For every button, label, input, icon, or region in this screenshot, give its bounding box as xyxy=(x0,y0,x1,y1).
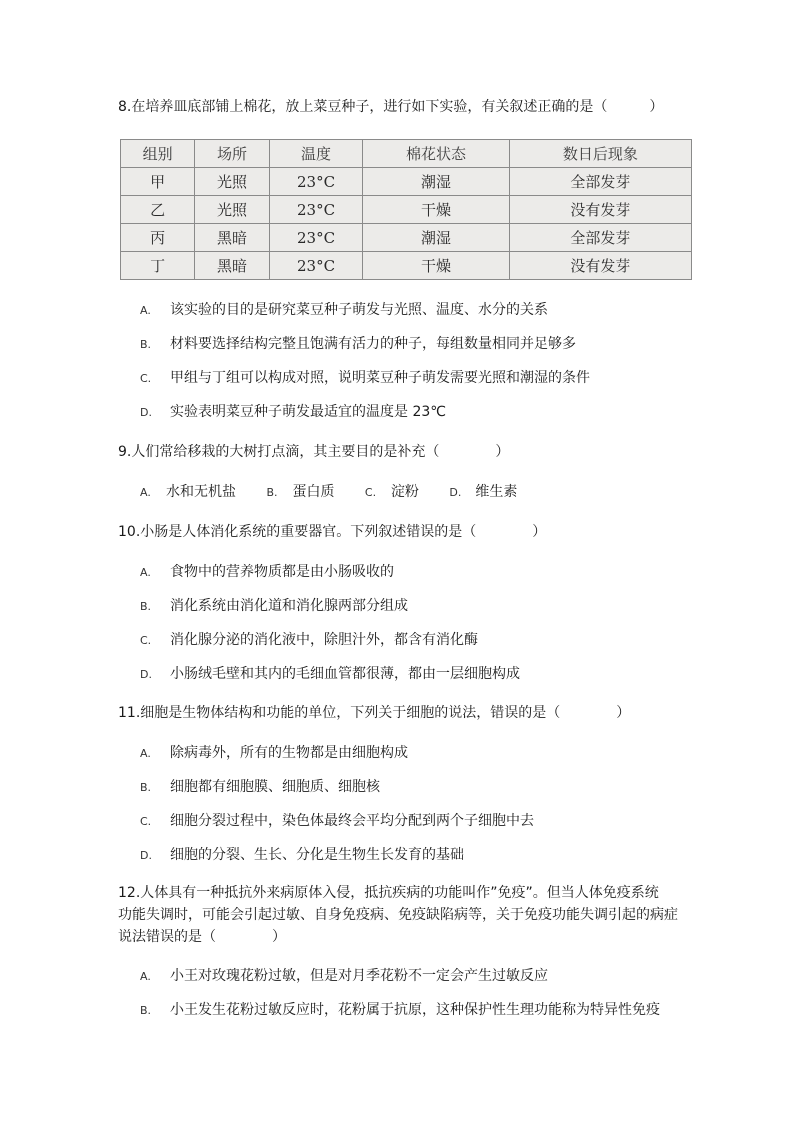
table-cell: 干燥 xyxy=(363,196,509,224)
option-letter: C. xyxy=(140,815,152,828)
question-12-stem xyxy=(118,882,698,948)
table-header-row xyxy=(121,140,692,168)
table-header-cell: 温度 xyxy=(269,140,363,168)
option-text: 小肠绒毛壁和其内的毛细血管都很薄，都由一层细胞构成 xyxy=(170,666,520,682)
table-cell: 乙 xyxy=(121,196,195,224)
option-text: 蛋白质 xyxy=(292,484,335,500)
option-text: 甲组与丁组可以构成对照，说明菜豆种子萌发需要光照和潮湿的条件 xyxy=(170,370,590,386)
question-9-options xyxy=(140,482,680,503)
table-cell: 干燥 xyxy=(363,252,509,280)
question-9-option-d xyxy=(449,482,517,503)
table-cell: 全部发芽 xyxy=(509,224,691,252)
option-letter: A. xyxy=(140,747,151,760)
question-10-stem: 10.小肠是人体消化系统的重要器官。下列叙述错误的是（ ） xyxy=(118,524,547,540)
question-8-option-c xyxy=(140,368,680,389)
table-cell: 黑暗 xyxy=(195,224,269,252)
question-9-option-a xyxy=(140,482,236,503)
option-letter: B. xyxy=(140,600,152,613)
question-9-stem: 9.人们常给移栽的大树打点滴，其主要目的是补充（ ） xyxy=(118,444,510,460)
option-text: 水和无机盐 xyxy=(166,484,236,500)
table-cell: 丁 xyxy=(121,252,195,280)
table-row xyxy=(121,168,692,196)
table-row xyxy=(121,196,692,224)
option-letter: D. xyxy=(449,486,462,499)
question-8-option-a xyxy=(140,300,680,321)
option-letter: B. xyxy=(140,338,152,351)
question-10-option-d xyxy=(140,664,680,685)
option-letter: C. xyxy=(140,634,152,647)
table-cell: 黑暗 xyxy=(195,252,269,280)
stem-line: 功能失调时，可能会引起过敏、自身免疫病、免疫缺陷病等，关于免疫功能失调引起的病症 xyxy=(118,907,678,923)
table-header-cell: 数日后现象 xyxy=(509,140,691,168)
table-cell: 光照 xyxy=(195,196,269,224)
question-9-option-c xyxy=(365,482,419,503)
option-text: 细胞的分裂、生长、分化是生物生长发育的基础 xyxy=(170,847,464,863)
option-letter: A. xyxy=(140,970,151,983)
table-cell: 全部发芽 xyxy=(509,168,691,196)
option-letter: A. xyxy=(140,304,151,317)
question-12-option-a xyxy=(140,966,680,987)
option-text: 除病毒外，所有的生物都是由细胞构成 xyxy=(170,745,408,761)
table-cell: 甲 xyxy=(121,168,195,196)
table-cell: 没有发芽 xyxy=(509,196,691,224)
option-text: 淀粉 xyxy=(390,484,419,500)
stem-line: 说法错误的是（ ） xyxy=(118,929,286,945)
table-cell: 潮湿 xyxy=(363,168,509,196)
option-letter: D. xyxy=(140,406,152,419)
option-text: 细胞都有细胞膜、细胞质、细胞核 xyxy=(170,779,380,795)
question-9-option-b xyxy=(266,482,334,503)
table-cell: 23°C xyxy=(269,252,363,280)
option-text: 消化腺分泌的消化液中，除胆汁外，都含有消化酶 xyxy=(170,632,478,648)
option-letter: B. xyxy=(140,1004,152,1017)
question-10-option-a xyxy=(140,562,680,583)
option-text: 实验表明菜豆种子萌发最适宜的温度是 23℃ xyxy=(170,404,446,420)
table-cell: 23°C xyxy=(269,224,363,252)
table-cell: 没有发芽 xyxy=(509,252,691,280)
option-letter: A. xyxy=(140,566,151,579)
question-11-option-c xyxy=(140,811,680,832)
question-8-option-b xyxy=(140,334,680,355)
table-header-cell: 场所 xyxy=(195,140,269,168)
question-10-option-c xyxy=(140,630,680,651)
table-cell: 23°C xyxy=(269,196,363,224)
question-11-option-a xyxy=(140,743,680,764)
option-letter: B. xyxy=(140,781,152,794)
option-text: 消化系统由消化道和消化腺两部分组成 xyxy=(170,598,408,614)
option-text: 材料要选择结构完整且饱满有活力的种子，每组数量相同并足够多 xyxy=(170,336,576,352)
table-cell: 23°C xyxy=(269,168,363,196)
table-cell: 丙 xyxy=(121,224,195,252)
table-cell: 光照 xyxy=(195,168,269,196)
option-letter: D. xyxy=(140,668,152,681)
option-text: 小王发生花粉过敏反应时，花粉属于抗原，这种保护性生理功能称为特异性免疫 xyxy=(170,1002,660,1018)
table-row xyxy=(121,224,692,252)
option-letter: C. xyxy=(364,486,377,499)
table-row xyxy=(121,252,692,280)
option-letter: B. xyxy=(266,486,278,499)
option-letter: D. xyxy=(140,849,152,862)
question-10-option-b xyxy=(140,596,680,617)
table-cell: 潮湿 xyxy=(363,224,509,252)
option-text: 维生素 xyxy=(475,484,518,500)
option-letter: A. xyxy=(140,486,151,499)
option-letter: C. xyxy=(140,372,152,385)
question-12-option-b xyxy=(140,1000,680,1021)
question-11-option-d xyxy=(140,845,680,866)
table-header-cell: 组别 xyxy=(121,140,195,168)
option-text: 该实验的目的是研究菜豆种子萌发与光照、温度、水分的关系 xyxy=(170,302,548,318)
experiment-table xyxy=(120,139,692,280)
table-header-cell: 棉花状态 xyxy=(363,140,509,168)
question-11-option-b xyxy=(140,777,680,798)
option-text: 细胞分裂过程中，染色体最终会平均分配到两个子细胞中去 xyxy=(170,813,534,829)
stem-line: 12.人体具有一种抵抗外来病原体入侵，抵抗疾病的功能叫作”免疫”。但当人体免疫系统 xyxy=(118,885,659,901)
question-11-stem: 11.细胞是生物体结构和功能的单位，下列关于细胞的说法，错误的是（ ） xyxy=(118,705,631,721)
question-8-option-d xyxy=(140,402,680,423)
question-8-stem: 8.在培养皿底部铺上棉花，放上菜豆种子，进行如下实验，有关叙述正确的是（ ） xyxy=(118,99,664,115)
option-text: 小王对玫瑰花粉过敏，但是对月季花粉不一定会产生过敏反应 xyxy=(170,968,548,984)
option-text: 食物中的营养物质都是由小肠吸收的 xyxy=(170,564,394,580)
